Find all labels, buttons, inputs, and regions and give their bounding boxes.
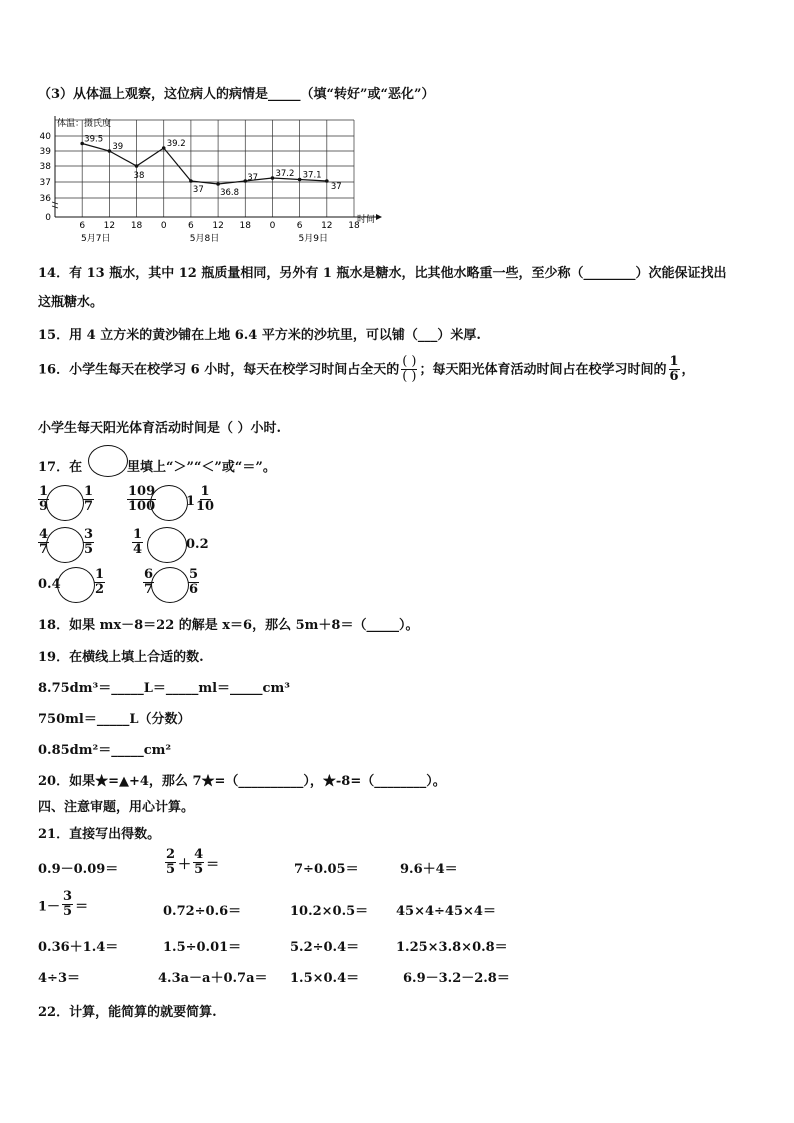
x-tick-label: 6 bbox=[188, 221, 194, 231]
q17-example-circle bbox=[88, 445, 128, 477]
q19-line1: 8.75dm³＝_____L＝_____ml＝_____cm³ bbox=[38, 681, 290, 696]
x-tick-label: 18 bbox=[130, 221, 143, 231]
q13-prefix: （3）从体温上观察，这位病人的病情是 bbox=[38, 87, 269, 102]
q17-suffix: 里填上“＞”“＜”或“＝”。 bbox=[127, 460, 276, 475]
q17-p6-right: $\frac{5}{6}$ bbox=[189, 567, 199, 598]
chart-axes bbox=[52, 116, 382, 220]
y-tick-label: 40 bbox=[39, 132, 51, 142]
data-point bbox=[135, 164, 139, 168]
x-tick-label: 6 bbox=[79, 221, 86, 231]
q18-text: 18．如果 mx－8＝22 的解是 x＝6，那么 5m＋8＝（_____）。 bbox=[38, 618, 419, 633]
data-label: 39.5 bbox=[84, 134, 104, 145]
q16-part1: 16．小学生每天在校学习 6 小时，每天在校学习时间占全天的 bbox=[38, 362, 400, 378]
x-tick-label: 18 bbox=[348, 221, 360, 231]
q17-p1-left: $\frac{1}{9}$ bbox=[39, 484, 49, 515]
q17-p3-right: $\frac{3}{5}$ bbox=[84, 527, 94, 558]
q17-p6-circle[interactable] bbox=[151, 567, 189, 603]
q21-r3-c2: 1.5÷0.01＝ bbox=[163, 940, 242, 955]
x-tick-label: 0 bbox=[269, 221, 276, 231]
q19-line3: 0.85dm²＝_____cm² bbox=[38, 743, 172, 758]
q14-line1: 14．有 13 瓶水，其中 12 瓶质量相同，另外有 1 瓶水是糖水，比其他水略重一些，至少称（________）次能保证找出 bbox=[38, 266, 727, 281]
x-date-label: 5月9日 bbox=[298, 234, 328, 244]
q19-line2: 750ml＝_____L（分数） bbox=[38, 712, 191, 727]
q17-p4-right: 0.2 bbox=[186, 537, 209, 552]
y-tick-label: 39 bbox=[39, 147, 51, 157]
x-date-label: 5月8日 bbox=[189, 234, 220, 244]
q13-suffix: （填“转好”或“恶化”） bbox=[300, 87, 435, 102]
data-label: 38 bbox=[133, 171, 145, 181]
q17-p5-circle[interactable] bbox=[57, 567, 95, 603]
data-point bbox=[108, 149, 112, 153]
q16-part2: ；每天阳光体育活动时间占在校学习时间的 bbox=[419, 362, 667, 378]
q21-r1-c1: 0.9－0.09＝ bbox=[38, 862, 119, 877]
q21-r1-c3: 7÷0.05＝ bbox=[294, 862, 359, 877]
x-tick-label: 12 bbox=[103, 221, 116, 231]
data-point bbox=[298, 178, 302, 182]
q17-p5-right: $\frac{1}{2}$ bbox=[95, 567, 105, 598]
chart-title: 体温：摄氏度 bbox=[57, 119, 112, 129]
q21-r3-c4: 1.25×3.8×0.8＝ bbox=[396, 940, 508, 955]
x-tick-label: 12 bbox=[212, 221, 224, 231]
q21-r1-c2: $\frac{2}{5}$ ＋ $\frac{4}{5}$ ＝ bbox=[166, 847, 220, 878]
q21-r2-c3: 10.2×0.5＝ bbox=[290, 904, 369, 919]
data-point bbox=[216, 182, 220, 186]
q16-paren-den: ( ) bbox=[402, 369, 417, 385]
q15-text: 15．用 4 立方米的黄沙铺在上地 6.4 平方米的沙坑里，可以铺（___）米厚. bbox=[38, 328, 481, 343]
q13-part3 bbox=[38, 83, 434, 102]
data-label: 37 bbox=[192, 185, 204, 195]
q16-fraction: $\frac{1}{6}$ bbox=[669, 354, 679, 385]
q19-title: 19．在横线上填上合适的数. bbox=[38, 650, 204, 665]
data-label: 37 bbox=[247, 173, 259, 183]
x-date-label: 5月7日 bbox=[81, 234, 111, 244]
data-point bbox=[271, 176, 275, 180]
q21-r3-c3: 5.2÷0.4＝ bbox=[290, 940, 360, 955]
q17-p5-left: 0.4 bbox=[38, 577, 61, 592]
q21-r3-c1: 0.36＋1.4＝ bbox=[38, 940, 119, 955]
q17-p3-circle[interactable] bbox=[46, 527, 84, 563]
data-point bbox=[325, 179, 329, 183]
data-label: 39 bbox=[112, 142, 124, 152]
q22-title: 22．计算，能简算的就要简算. bbox=[38, 1005, 217, 1020]
y-tick-label: 37 bbox=[39, 178, 51, 188]
q21-r2-c2: 0.72÷0.6＝ bbox=[163, 904, 242, 919]
q16-paren-fraction[interactable] bbox=[401, 355, 417, 385]
q21-r2-c1: 1－ $\frac{3}{5}$ ＝ bbox=[38, 889, 89, 920]
q17-p4-left: $\frac{1}{4}$ bbox=[133, 527, 143, 558]
q17-p3-left: $\frac{4}{7}$ bbox=[39, 527, 49, 558]
q21-r1-c4: 9.6＋4＝ bbox=[400, 862, 458, 877]
q16-line2: 小学生每天阳光体育活动时间是（ ）小时. bbox=[38, 421, 282, 436]
q17-p6-left: $\frac{6}{7}$ bbox=[144, 567, 154, 598]
x-tick-label: 12 bbox=[321, 221, 333, 231]
q17-p1-circle[interactable] bbox=[46, 485, 84, 521]
q17-prefix: 17．在 bbox=[38, 460, 83, 475]
q14-line2: 这瓶糖水。 bbox=[38, 295, 104, 310]
y-tick-label: 0 bbox=[45, 213, 51, 223]
q17-p2-right-whole: 1 bbox=[186, 494, 196, 509]
temperature-chart bbox=[36, 112, 386, 250]
q13-blank[interactable]: _____ bbox=[268, 87, 301, 102]
q17-p2-circle[interactable] bbox=[150, 485, 188, 521]
data-point bbox=[162, 146, 166, 150]
data-label: 37.2 bbox=[275, 169, 295, 179]
data-label: 36.8 bbox=[220, 188, 240, 198]
x-tick-label: 18 bbox=[239, 221, 251, 231]
section4-title: 四、注意审题，用心计算。 bbox=[38, 800, 195, 815]
q16-paren-num: ( ) bbox=[402, 354, 417, 369]
q16-line1: 16．小学生每天在校学习 6 小时，每天在校学习时间占全天的 $\frac{( )}{( )}$ ；每天阳光体育活动时间占在校学习时间的 $\frac{1}{6}$ ， bbox=[38, 354, 695, 385]
q21-r4-c2: 4.3a－a＋0.7a＝ bbox=[158, 971, 268, 986]
q17-p1-right: $\frac{1}{7}$ bbox=[84, 484, 94, 515]
x-axis-arrow bbox=[376, 214, 382, 220]
q21-r4-c4: 6.9－3.2－2.8＝ bbox=[403, 971, 510, 986]
q21-r2-c4: 45×4÷45×4＝ bbox=[396, 904, 496, 919]
data-label: 37 bbox=[330, 182, 342, 192]
q17-p2-right: $\frac{1}{10}$ bbox=[196, 484, 215, 515]
data-point bbox=[189, 179, 193, 183]
x-tick-label: 0 bbox=[160, 221, 167, 231]
q21-r4-c3: 1.5×0.4＝ bbox=[290, 971, 360, 986]
y-tick-label: 38 bbox=[39, 162, 51, 172]
data-label: 39.2 bbox=[166, 139, 186, 149]
data-label: 37.1 bbox=[302, 170, 322, 181]
q17-p4-circle[interactable] bbox=[147, 527, 187, 563]
q21-r4-c1: 4÷3＝ bbox=[38, 971, 80, 986]
q17-p2-left: $\frac{109}{100}$ bbox=[128, 484, 156, 515]
chart-xlabel: 时间 bbox=[357, 215, 376, 225]
q20-text: 20．如果★=▲+4，那么 7★=（__________），★-8=（________）。 bbox=[38, 774, 446, 789]
x-tick-label: 6 bbox=[296, 221, 303, 231]
y-tick-label: 36 bbox=[39, 194, 51, 204]
q21-title: 21．直接写出得数。 bbox=[38, 827, 161, 842]
